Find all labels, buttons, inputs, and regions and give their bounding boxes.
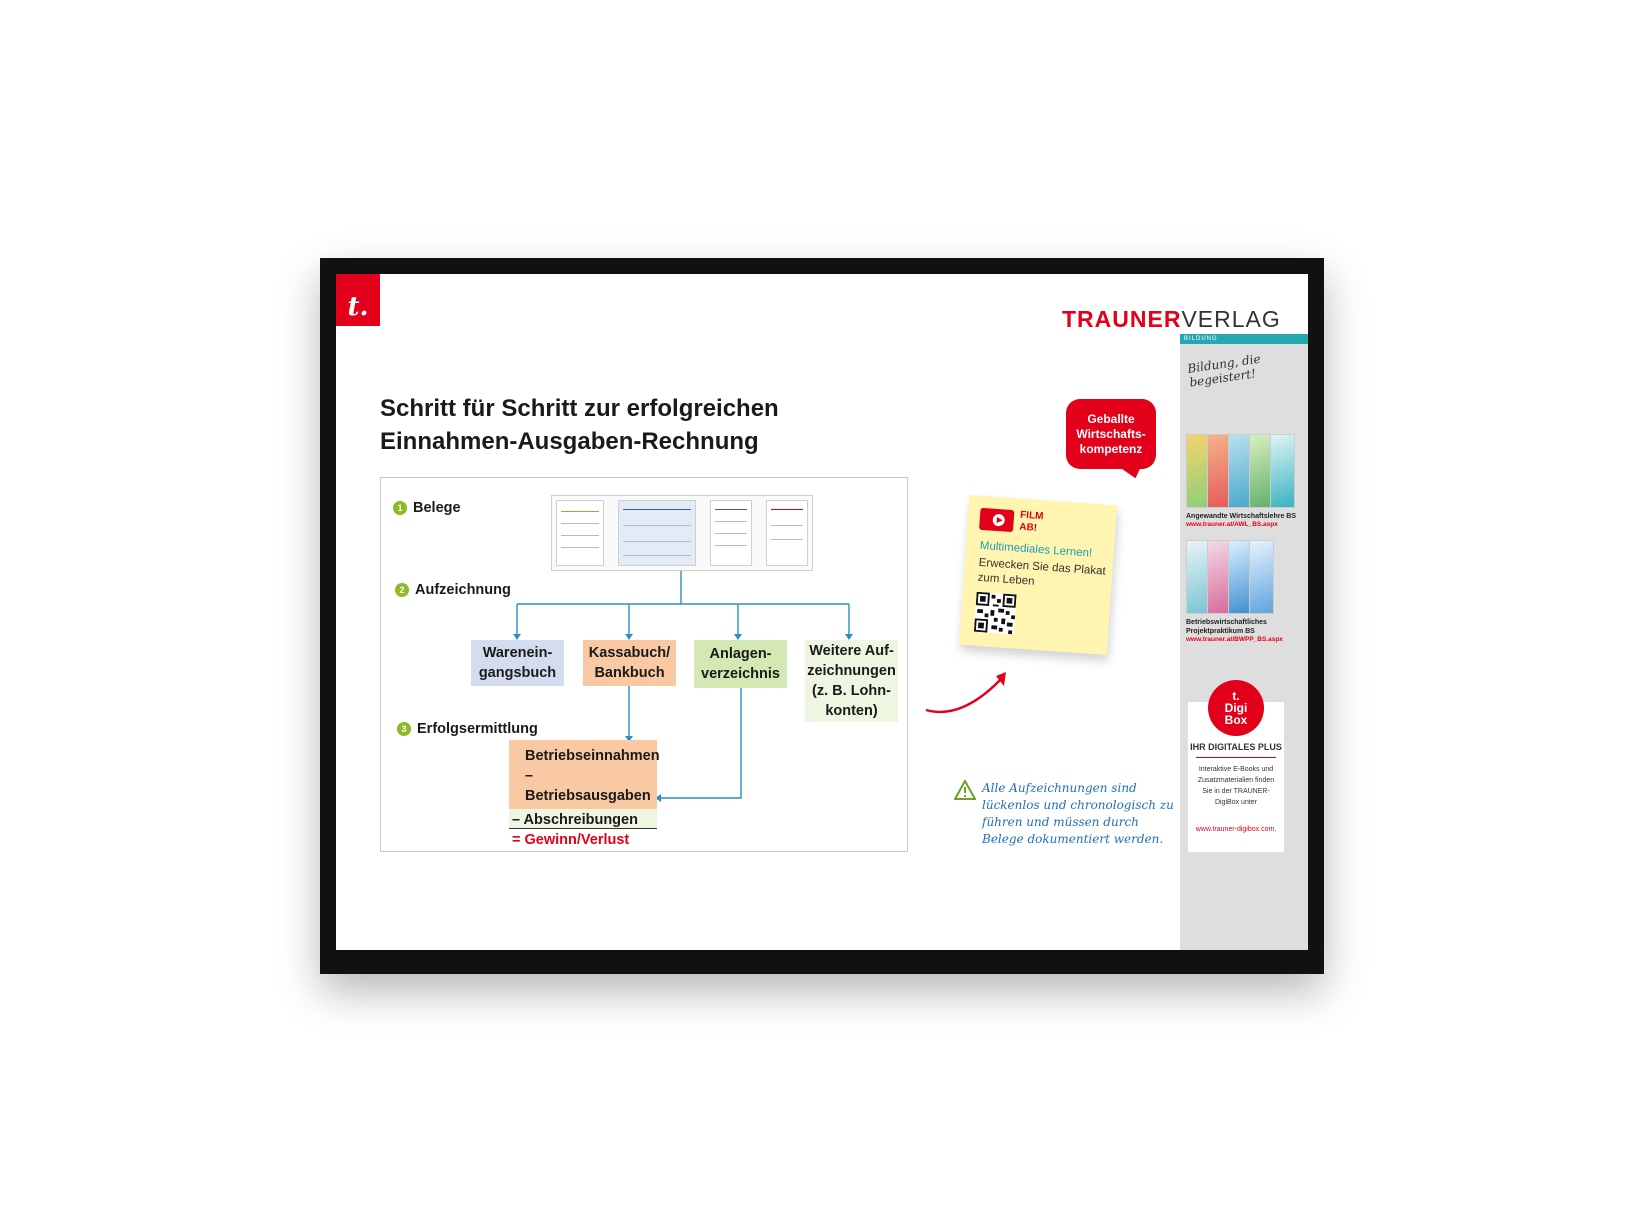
step-1	[393, 500, 461, 516]
record-4-line1: Weitere Auf-	[809, 643, 894, 659]
step-1-number: 1	[393, 501, 407, 515]
sticky-note	[959, 495, 1117, 655]
result-line3: – Abschreibungen	[509, 809, 657, 829]
qr-code-icon[interactable]	[974, 592, 1017, 635]
result-line2: – Betriebsausgaben	[525, 768, 651, 804]
step-2-number: 2	[395, 583, 409, 597]
digibox-panel	[1188, 689, 1284, 852]
record-box-weitere	[805, 640, 898, 722]
step-3	[397, 721, 538, 737]
book2-url[interactable]: www.trauner.at/BWPP_BS.aspx	[1186, 636, 1283, 643]
record-4-line4: konten)	[825, 703, 878, 719]
film-label-line2: AB!	[1018, 521, 1038, 534]
brand-part2: VERLAG	[1181, 306, 1281, 332]
bubble-line3: kompetenz	[1079, 441, 1143, 456]
record-box-anlagen	[694, 640, 787, 688]
film-label-line1: FILM	[1019, 509, 1044, 523]
title-line2: Einnahmen-Ausgaben-Rechnung	[380, 428, 759, 455]
record-box-kassabuch	[583, 640, 676, 686]
digibox-logo-text1: t.	[1232, 689, 1240, 703]
page-title	[380, 392, 900, 458]
warning-icon	[954, 780, 976, 800]
film-label	[1019, 510, 1044, 536]
brand-wordmark	[1062, 306, 1281, 333]
brand-part1: TRAUNER	[1062, 306, 1182, 332]
step-2	[395, 582, 511, 598]
bubble-line2: Wirtschafts-	[1076, 426, 1146, 441]
result-calculation	[509, 740, 660, 848]
record-4-line3: (z. B. Lohn-	[812, 683, 891, 699]
postit-text: Erwecken Sie das Plakat zum Leben	[977, 556, 1107, 588]
step-3-label: Erfolgsermittlung	[417, 721, 538, 737]
digibox-logo-text2: Digi	[1224, 701, 1248, 715]
result-line4: = Gewinn/Verlust	[512, 832, 630, 848]
curved-arrow-icon	[922, 664, 1022, 724]
record-box-wareneingang	[471, 640, 564, 686]
brand-slogan: Bildung, die begeistert!	[1186, 351, 1262, 390]
record-3-line2: verzeichnis	[701, 666, 780, 682]
book1-title: Angewandte Wirtschaftslehre BS	[1186, 513, 1297, 520]
flow-diagram	[380, 477, 908, 852]
receipts-image	[551, 495, 813, 571]
book1-url[interactable]: www.trauner.at/AWL_BS.aspx	[1186, 521, 1278, 528]
title-line1: Schritt für Schritt zur erfolgreichen	[380, 395, 779, 422]
step-2-label: Aufzeichnung	[415, 582, 511, 598]
record-1-line2: gangsbuch	[478, 665, 557, 681]
trauner-logo-icon: t.	[336, 274, 380, 326]
record-1-line1: Warenein-	[482, 645, 553, 661]
hint-note	[954, 780, 1182, 848]
digibox-heading: IHR DIGITALES PLUS	[1190, 742, 1282, 752]
record-3-line1: Anlagen-	[709, 646, 772, 662]
result-line1: Betriebseinnahmen	[525, 748, 660, 764]
result-income-expense	[509, 740, 660, 809]
step-1-label: Belege	[413, 500, 461, 516]
step-3-number: 3	[397, 722, 411, 736]
poster-frame	[320, 258, 1324, 974]
record-2-line2: Bankbuch	[594, 665, 665, 681]
speech-bubble	[1066, 399, 1156, 469]
record-4-line2: zeichnungen	[807, 663, 896, 679]
receipt-1	[556, 500, 604, 566]
book2-title: Betriebswirtschaftliches Projektpraktikum BS	[1186, 619, 1267, 635]
brand-tag: BILDUNG	[1180, 334, 1308, 344]
digibox-link[interactable]: www.trauner-digibox.com.	[1195, 826, 1277, 833]
receipt-3	[710, 500, 752, 566]
postit-heading: Multimediales Lernen!	[979, 539, 1093, 560]
hint-text: Alle Aufzeichnungen sind lückenlos und chronologisch zu führen und müssen durch Belege dokumentiert werden.	[982, 781, 1174, 846]
poster	[336, 274, 1308, 950]
book-cover-5	[1270, 434, 1295, 508]
bubble-line1: Geballte	[1087, 411, 1135, 426]
record-2-line1: Kassabuch/	[588, 645, 671, 661]
digibox-logo-text3: Box	[1224, 713, 1248, 727]
receipt-2	[618, 500, 696, 566]
receipt-4	[766, 500, 808, 566]
book-cover-9	[1249, 540, 1274, 614]
digibox-divider	[1196, 757, 1276, 758]
digibox-logo-icon	[1208, 680, 1264, 736]
digibox-text: Interaktive E-Books und Zusatzmaterialien finden Sie in der TRAUNER-DigiBox unter	[1197, 766, 1275, 806]
